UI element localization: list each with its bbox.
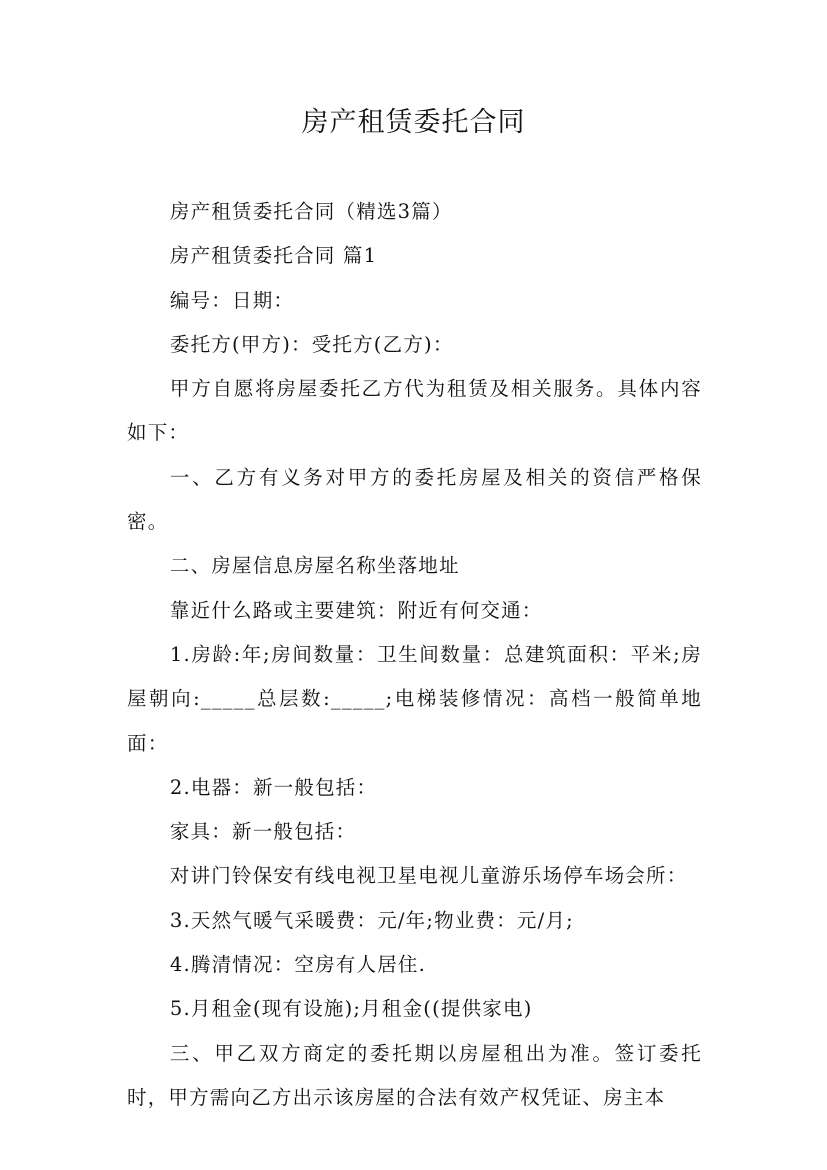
paragraph: 编号：日期： — [169, 288, 295, 312]
paragraph: 一、乙方有义务对甲方的委托房屋及相关的资信严格保密。 — [127, 465, 702, 534]
paragraph: 三、甲乙双方商定的委托期以房屋租出为准。签订委托时，甲方需向乙方出示该房屋的合法有效产权凭证、房主本 — [127, 1041, 702, 1109]
paragraph: 甲方自愿将房屋委托乙方代为租赁及相关服务。具体内容如下： — [127, 377, 702, 445]
paragraph: 3.天然气暖气采暖费：元/年;物业费：元/月; — [169, 908, 574, 932]
paragraph: 靠近什么路或主要建筑：附近有何交通： — [169, 598, 543, 622]
paragraph: 房产租赁委托合同（精选3篇） — [169, 200, 453, 223]
document-body — [127, 190, 702, 1120]
paragraph: 5.月租金(现有设施);月租金((提供家电) — [169, 997, 533, 1021]
paragraph: 1.房龄:年;房间数量：卫生间数量：总建筑面积：平米;房屋朝向:_____总层数:_____;电梯装修情况：高档一般简单地面： — [127, 642, 702, 755]
document-title: 房产租赁委托合同 — [301, 107, 526, 138]
paragraph: 委托方(甲方)：受托方(乙方)： — [169, 332, 454, 356]
paragraph: 家具：新一般包括： — [169, 820, 357, 844]
paragraph: 二、房屋信息房屋名称坐落地址 — [169, 554, 460, 578]
paragraph: 对讲门铃保安有线电视卫星电视儿童游乐场停车场会所： — [169, 864, 688, 888]
paragraph: 2.电器：新一般包括： — [169, 775, 378, 799]
paragraph: 4.腾清情况：空房有人居住. — [169, 953, 426, 977]
paragraph: 房产租赁委托合同 篇1 — [169, 244, 378, 268]
